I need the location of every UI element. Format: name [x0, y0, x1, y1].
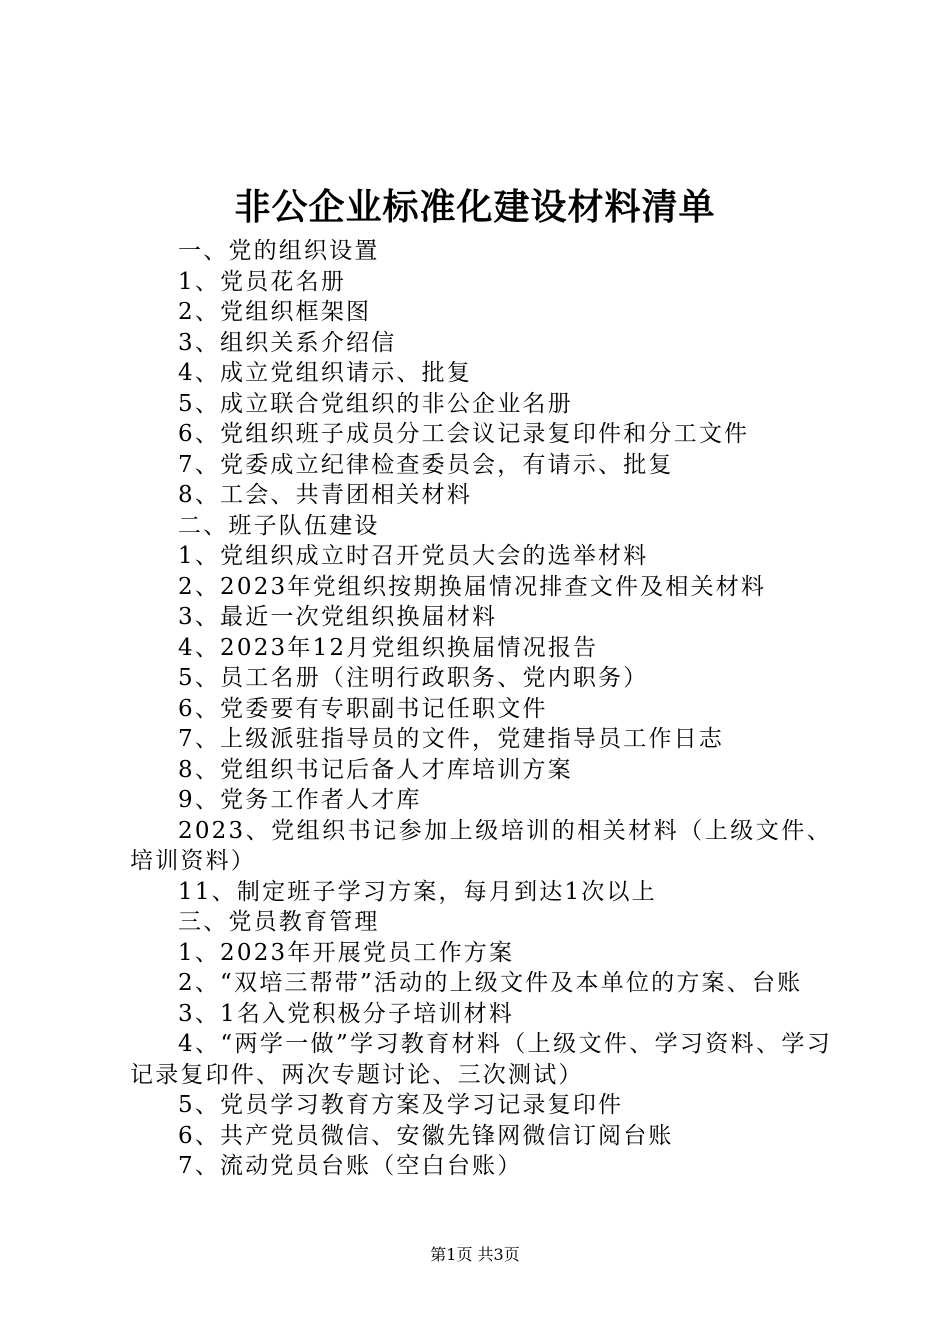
list-item: 8、工会、共青团相关材料: [178, 482, 473, 508]
list-item: 3、1名入党积极分子培训材料: [178, 1000, 515, 1027]
page-number-footer: 第1页 共3页: [430, 1245, 520, 1264]
list-item: 3、组织关系介绍信: [178, 329, 397, 356]
list-item: 3、最近一次党组织换届材料: [178, 604, 498, 630]
list-item: 5、员工名册（注明行政职务、党内职务）: [178, 665, 649, 691]
list-item: 6、党组织班子成员分工会议记录复印件和分工文件: [178, 421, 750, 447]
list-item: 6、党委要有专职副书记任职文件: [178, 695, 548, 722]
list-item: 7、党委成立纪律检查委员会，有请示、批复: [178, 451, 674, 478]
list-item: 1、党员花名册: [178, 268, 347, 295]
list-item: 7、上级派驻指导员的文件，党建指导员工作日志: [178, 726, 725, 752]
list-item: 5、成立联合党组织的非公企业名册: [178, 390, 573, 417]
list-item: 2、“双培三帮带”活动的上级文件及本单位的方案、台账: [178, 970, 803, 996]
list-item: 4、“两学一做”学习教育材料（上级文件、学习资料、学习记录复印件、两次专题讨论、三次测试）: [130, 1031, 832, 1088]
list-item: 9、党务工作者人才库: [178, 787, 422, 813]
section-heading: 二、班子队伍建设: [178, 512, 380, 539]
list-item: 2、党组织框架图: [178, 299, 372, 325]
list-item: 8、党组织书记后备人才库培训方案: [178, 756, 573, 783]
list-item: 4、2023年12月党组织换届情况报告: [178, 634, 599, 661]
list-item: 2023、党组织书记参加上级培训的相关材料（上级文件、培训资料）: [130, 817, 832, 874]
list-item: 1、党组织成立时召开党员大会的选举材料: [178, 543, 649, 569]
list-item: 1、2023年开展党员工作方案: [178, 939, 515, 966]
section-heading: 一、党的组织设置: [178, 238, 380, 264]
list-item: 4、成立党组织请示、批复: [178, 360, 473, 386]
list-item: 11、制定班子学习方案，每月到达1次以上: [178, 878, 657, 905]
list-item: 6、共产党员微信、安徽先锋网微信订阅台账: [178, 1122, 674, 1149]
page-title: 非公企业标准化建设材料清单: [234, 186, 716, 228]
list-item: 7、流动党员台账（空白台账）: [178, 1153, 523, 1179]
document-body: [130, 236, 832, 1182]
section-heading: 三、党员教育管理: [178, 909, 380, 935]
list-item: 5、党员学习教育方案及学习记录复印件: [178, 1092, 624, 1118]
list-item: 2、2023年党组织按期换届情况排查文件及相关材料: [178, 573, 767, 600]
